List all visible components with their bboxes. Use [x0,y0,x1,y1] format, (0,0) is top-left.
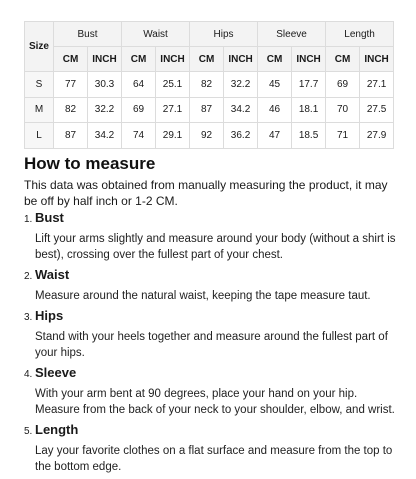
table-cell: 29.1 [156,123,190,149]
step-number: 2. [24,271,33,282]
step-title: Waist [35,267,70,282]
table-cell: 69 [122,97,156,123]
size-cell: M [25,97,54,123]
step-description: Lift your arms slightly and measure around your body (without a shirt is best), crossing over the fullest part of your chest. [35,233,396,261]
unit-header-cm: CM [258,47,292,72]
table-cell: 46 [258,97,292,123]
table-cell: 74 [122,123,156,149]
step-header [24,422,398,439]
unit-header-inch: INCH [156,47,190,72]
step-header [24,308,398,325]
table-cell: 27.5 [360,97,394,123]
step-sleeve [24,365,398,418]
unit-header-cm: CM [54,47,88,72]
measurement-disclaimer: This data was obtained from manually measuring the product, it may be off by half inch or 1-2 CM. [24,178,388,208]
step-header [24,210,398,227]
table-cell: 32.2 [224,72,258,98]
table-cell: 27.9 [360,123,394,149]
table-cell: 34.2 [88,123,122,149]
group-header-bust: Bust [54,22,122,47]
unit-header-row [25,47,394,72]
table-row [25,123,394,149]
table-cell: 27.1 [156,97,190,123]
table-cell: 36.2 [224,123,258,149]
table-cell: 92 [190,123,224,149]
size-cell: L [25,123,54,149]
unit-header-cm: CM [326,47,360,72]
table-row [25,72,394,98]
step-waist [24,267,398,304]
table-cell: 71 [326,123,360,149]
table-cell: 47 [258,123,292,149]
group-header-hips: Hips [190,22,258,47]
table-cell: 18.1 [292,97,326,123]
step-number: 3. [24,312,33,323]
step-title: Hips [35,308,64,323]
unit-header-cm: CM [190,47,224,72]
table-cell: 77 [54,72,88,98]
step-number: 5. [24,426,33,437]
group-header-row [25,22,394,47]
table-cell: 69 [326,72,360,98]
step-title: Bust [35,210,64,225]
table-cell: 82 [54,97,88,123]
step-hips [24,308,398,361]
table-cell: 30.3 [88,72,122,98]
unit-header-inch: INCH [224,47,258,72]
size-chart-table [24,21,394,149]
table-cell: 27.1 [360,72,394,98]
step-title: Length [35,422,79,437]
table-cell: 70 [326,97,360,123]
table-cell: 87 [54,123,88,149]
how-to-measure-heading: How to measure [24,154,156,173]
table-cell: 64 [122,72,156,98]
table-cell: 34.2 [224,97,258,123]
unit-header-inch: INCH [88,47,122,72]
size-cell: S [25,72,54,98]
step-description: With your arm bent at 90 degrees, place your hand on your hip. Measure from the back of your neck to your shoulder, elbow, and wrist. [35,388,395,416]
table-cell: 17.7 [292,72,326,98]
table-cell: 25.1 [156,72,190,98]
table-cell: 45 [258,72,292,98]
step-header [24,267,398,284]
unit-header-inch: INCH [360,47,394,72]
table-cell: 32.2 [88,97,122,123]
step-description: Stand with your heels together and measure around the fullest part of your hips. [35,331,388,359]
step-description: Lay your favorite clothes on a flat surface and measure from the top to the bottom edge. [35,445,393,473]
group-header-sleeve: Sleeve [258,22,326,47]
step-number: 4. [24,369,33,380]
step-title: Sleeve [35,365,77,380]
table-cell: 18.5 [292,123,326,149]
step-length [24,422,398,475]
measurement-steps-list [24,210,398,479]
size-column-header: Size [25,22,54,72]
step-number: 1. [24,214,33,225]
group-header-length: Length [326,22,394,47]
step-bust [24,210,398,263]
step-header [24,365,398,382]
unit-header-cm: CM [122,47,156,72]
table-cell: 82 [190,72,224,98]
table-cell: 87 [190,97,224,123]
table-row [25,97,394,123]
group-header-waist: Waist [122,22,190,47]
unit-header-inch: INCH [292,47,326,72]
step-description: Measure around the natural waist, keeping the tape measure taut. [35,290,371,302]
